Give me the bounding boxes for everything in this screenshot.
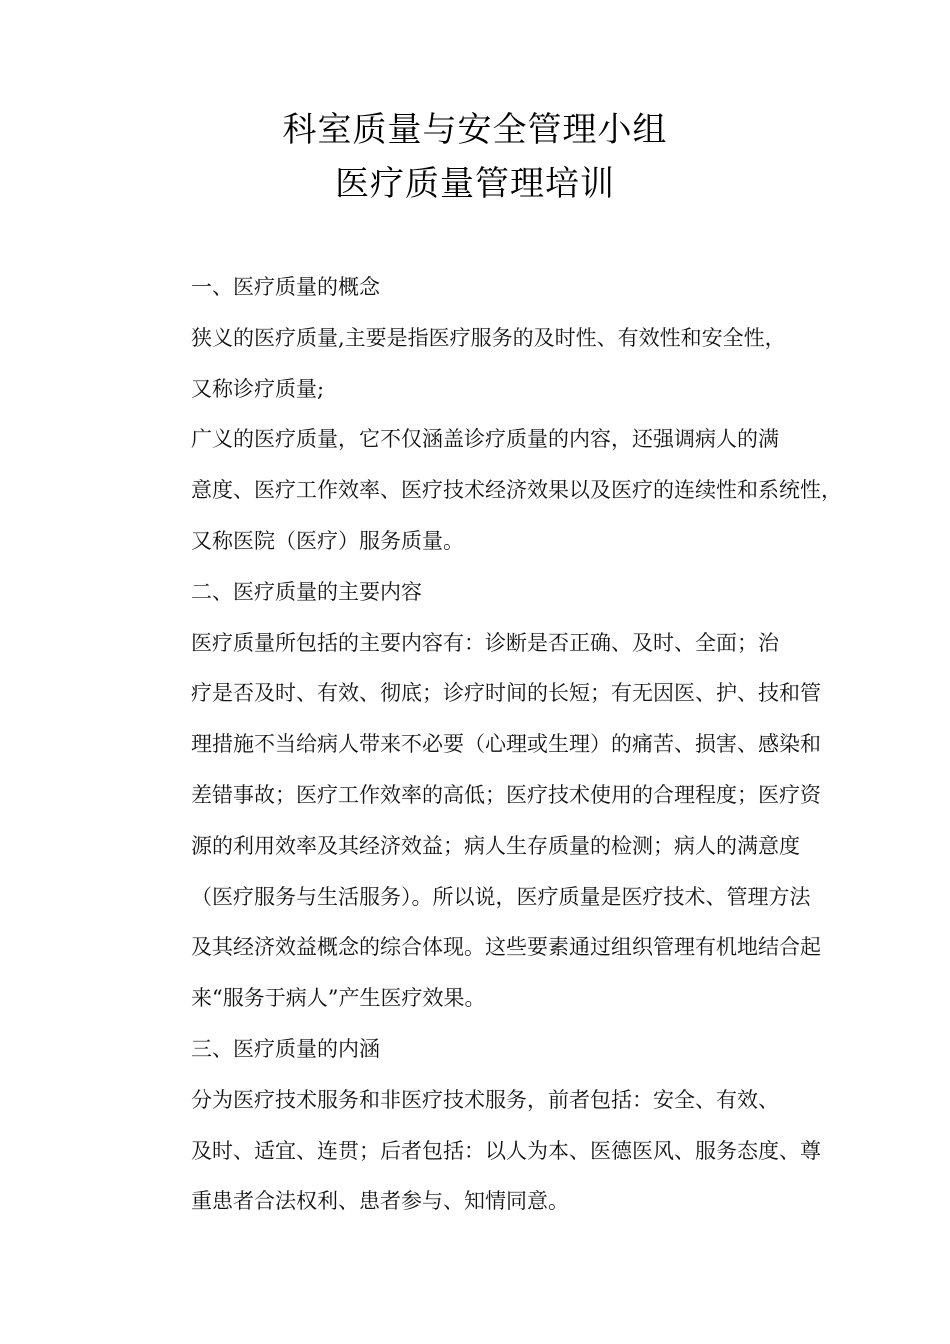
- text-line: （医疗服务与生活服务）。所以说，医疗质量是医疗技术、管理方法: [191, 884, 811, 909]
- paragraph-main-content: [139, 618, 839, 1024]
- text-line: 疗是否及时、有效、彻底；诊疗时间的长短；有无因医、护、技和管: [191, 681, 821, 706]
- document-body: [139, 262, 842, 1227]
- text-line: 广义的医疗质量，它不仅涵盖诊疗质量的内容，还强调病人的满: [191, 427, 779, 452]
- document-title: [0, 103, 950, 211]
- paragraph-connotation: [139, 1075, 839, 1227]
- text-line: 分为医疗技术服务和非医疗技术服务，前者包括：安全、有效、: [191, 1087, 779, 1112]
- text-line: 狭义的医疗质量,主要是指医疗服务的及时性、有效性和安全性，: [191, 325, 786, 350]
- text-line: 来“服务于病人”产生医疗效果。: [191, 986, 486, 1011]
- title-line-1: 科室质量与安全管理小组: [282, 110, 668, 150]
- text-line: 及时、适宜、连贯；后者包括：以人为本、医德医风、服务态度、尊: [191, 1138, 821, 1163]
- section-heading-connotation: 三、医疗质量的内涵: [191, 1036, 380, 1061]
- text-line: 理措施不当给病人带来不必要（心理或生理）的痛苦、损害、感染和: [191, 732, 821, 757]
- paragraph-broad-definition: [139, 414, 842, 566]
- text-line: 源的利用效率及其经济效益；病人生存质量的检测；病人的满意度: [191, 833, 800, 858]
- text-line: 意度、医疗工作效率、医疗技术经济效果以及医疗的连续性和系统性，: [191, 478, 842, 503]
- section-heading-main-content: 二、医疗质量的主要内容: [191, 579, 422, 604]
- text-line: 又称诊疗质量;: [191, 376, 325, 401]
- title-line-2: 医疗质量管理培训: [335, 164, 615, 204]
- text-line: 医疗质量所包括的主要内容有：诊断是否正确、及时、全面；治: [191, 630, 779, 655]
- text-line: 及其经济效益概念的综合体现。这些要素通过组织管理有机地结合起: [191, 935, 821, 960]
- text-line: 又称医院（医疗）服务质量。: [191, 528, 464, 553]
- paragraph-narrow-definition: [139, 313, 839, 415]
- text-line: 差错事故；医疗工作效率的高低；医疗技术使用的合理程度；医疗资: [191, 782, 821, 807]
- section-heading-concept: 一、医疗质量的概念: [191, 275, 380, 299]
- text-line: 重患者合法权利、患者参与、知情同意。: [191, 1189, 569, 1214]
